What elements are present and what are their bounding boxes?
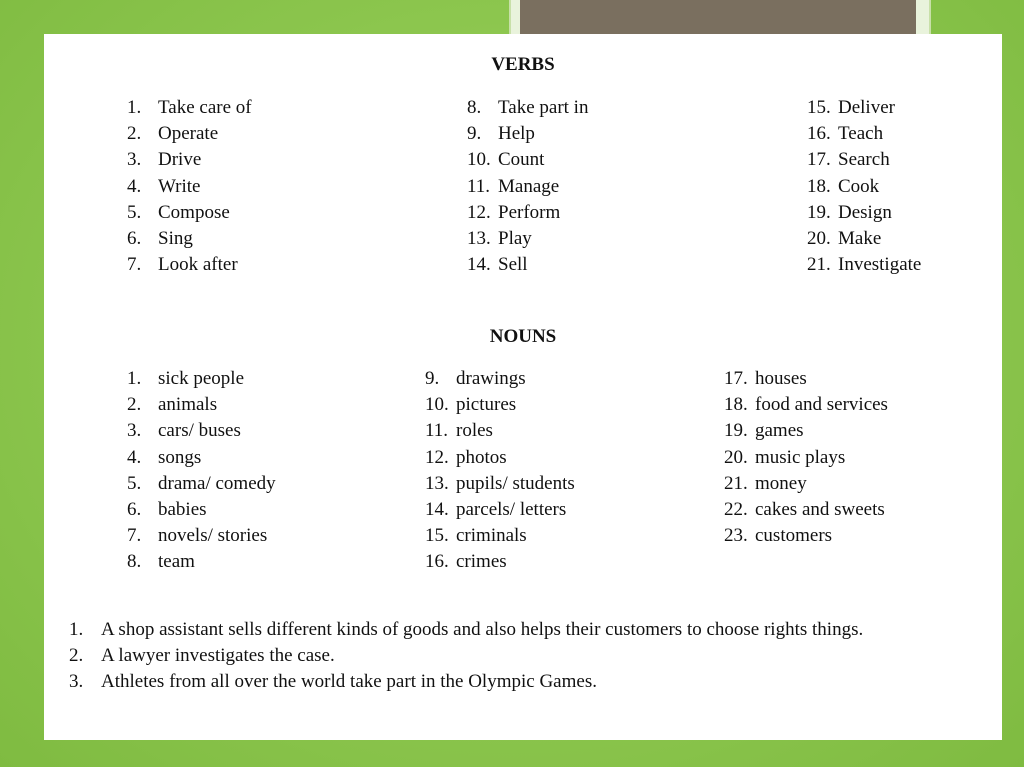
verb-item-number: 6. xyxy=(127,227,142,249)
verb-item xyxy=(127,121,252,147)
verb-item-text: Investigate xyxy=(838,254,922,276)
noun-item xyxy=(425,392,575,418)
noun-item xyxy=(127,471,276,497)
verb-item-text: Take care of xyxy=(158,97,252,118)
noun-item-text: cars/ buses xyxy=(158,420,241,442)
noun-item xyxy=(425,445,575,471)
noun-item xyxy=(425,497,575,523)
noun-item-text: photos xyxy=(456,446,507,468)
noun-item xyxy=(724,392,888,418)
slide-content xyxy=(44,34,1002,740)
verb-item xyxy=(127,200,252,226)
verb-item xyxy=(807,95,921,121)
verb-item xyxy=(807,147,921,173)
noun-item xyxy=(724,471,888,497)
verb-item xyxy=(467,252,588,278)
sentence-item xyxy=(69,617,863,643)
noun-item-text: houses xyxy=(755,368,807,389)
noun-item xyxy=(425,549,575,575)
verbs-column-2 xyxy=(467,95,588,278)
sentence-item-text: A lawyer investigates the case. xyxy=(101,645,335,666)
verb-item-number: 20. xyxy=(807,227,831,249)
verb-item-number: 13. xyxy=(467,227,491,249)
example-sentences xyxy=(69,617,863,695)
noun-item-text: animals xyxy=(158,394,218,416)
noun-item-text: criminals xyxy=(456,525,527,547)
verb-item-number: 8. xyxy=(467,97,482,118)
verb-item-text: Cook xyxy=(838,175,880,197)
noun-item-number: 21. xyxy=(724,472,748,494)
noun-item-number: 14. xyxy=(425,498,449,520)
noun-item-text: pictures xyxy=(456,394,517,416)
noun-item-text: money xyxy=(755,472,807,494)
verb-item-number: 15. xyxy=(807,97,831,118)
nouns-column-3 xyxy=(724,366,888,549)
noun-item-text: parcels/ letters xyxy=(456,498,567,520)
verb-item xyxy=(467,95,588,121)
verb-item-number: 2. xyxy=(127,123,142,145)
noun-item-text: songs xyxy=(158,446,202,468)
noun-item xyxy=(127,418,276,444)
sentence-item-text: Athletes from all over the world take part in the Olympic Games. xyxy=(101,671,597,692)
noun-item-number: 1. xyxy=(127,368,142,389)
noun-item xyxy=(127,366,276,392)
noun-item-number: 16. xyxy=(425,551,449,573)
verb-item-text: Perform xyxy=(498,201,561,223)
noun-item-number: 19. xyxy=(724,420,748,442)
nouns-column-2 xyxy=(425,366,575,576)
verb-item xyxy=(807,174,921,200)
noun-item-number: 2. xyxy=(127,394,142,416)
noun-item-number: 10. xyxy=(425,394,449,416)
noun-item-text: customers xyxy=(755,525,833,547)
noun-item-text: sick people xyxy=(158,368,245,389)
verbs-heading: VERBS xyxy=(491,54,555,75)
verb-item xyxy=(807,226,921,252)
noun-item xyxy=(127,392,276,418)
verb-item-number: 21. xyxy=(807,254,831,276)
sentence-item-number: 1. xyxy=(69,619,84,640)
noun-item-number: 17. xyxy=(724,368,748,389)
noun-item-text: music plays xyxy=(755,446,846,468)
noun-item xyxy=(127,497,276,523)
noun-item-text: games xyxy=(755,420,804,442)
noun-item-number: 15. xyxy=(425,525,449,547)
noun-item-number: 20. xyxy=(724,446,748,468)
verb-item xyxy=(467,121,588,147)
verb-item xyxy=(127,174,252,200)
verb-item-text: Design xyxy=(838,201,892,223)
noun-item-text: babies xyxy=(158,498,207,520)
sentence-item-number: 3. xyxy=(69,671,84,692)
verb-item-number: 18. xyxy=(807,175,831,197)
noun-item-text: drama/ comedy xyxy=(158,472,276,494)
verb-item-text: Write xyxy=(158,175,201,197)
noun-item-number: 23. xyxy=(724,525,748,547)
noun-item xyxy=(127,445,276,471)
noun-item-number: 6. xyxy=(127,498,142,520)
verb-item-number: 7. xyxy=(127,254,142,276)
noun-item-text: crimes xyxy=(456,551,507,573)
nouns-column-1 xyxy=(127,366,276,576)
noun-item xyxy=(425,523,575,549)
noun-item-number: 22. xyxy=(724,498,748,520)
noun-item-number: 13. xyxy=(425,472,449,494)
noun-item-text: roles xyxy=(456,420,493,442)
verb-item-number: 12. xyxy=(467,201,491,223)
verbs-column-1 xyxy=(127,95,252,278)
verb-item xyxy=(127,226,252,252)
verb-item-text: Play xyxy=(498,227,532,249)
verb-item-text: Deliver xyxy=(838,97,895,118)
noun-item-number: 4. xyxy=(127,446,142,468)
sentence-item xyxy=(69,643,863,669)
verb-item-number: 17. xyxy=(807,149,831,171)
verb-item-text: Manage xyxy=(498,175,560,197)
verb-item-text: Operate xyxy=(158,123,219,145)
noun-item-text: novels/ stories xyxy=(158,525,268,547)
sentence-item xyxy=(69,669,863,695)
verb-item-number: 1. xyxy=(127,97,142,118)
verb-item-number: 4. xyxy=(127,175,142,197)
verb-item-number: 9. xyxy=(467,123,482,145)
noun-item-number: 3. xyxy=(127,420,142,442)
verb-item-text: Drive xyxy=(158,149,202,171)
verb-item-text: Search xyxy=(838,149,890,171)
noun-item-number: 12. xyxy=(425,446,449,468)
noun-item xyxy=(724,445,888,471)
noun-item-text: drawings xyxy=(456,368,526,389)
noun-item xyxy=(127,523,276,549)
verb-item-number: 16. xyxy=(807,123,831,145)
verbs-column-3 xyxy=(807,95,921,278)
verb-item xyxy=(807,121,921,147)
verb-item-number: 19. xyxy=(807,201,831,223)
verb-item-text: Take part in xyxy=(498,97,589,118)
noun-item xyxy=(425,471,575,497)
verb-item-number: 5. xyxy=(127,201,142,223)
noun-item-number: 8. xyxy=(127,551,142,573)
noun-item-number: 9. xyxy=(425,368,440,389)
noun-item xyxy=(425,366,575,392)
noun-item-text: pupils/ students xyxy=(456,472,575,494)
noun-item-number: 7. xyxy=(127,525,142,547)
noun-item-number: 18. xyxy=(724,394,748,416)
noun-item-text: cakes and sweets xyxy=(755,498,885,520)
noun-item-number: 5. xyxy=(127,472,142,494)
verb-item xyxy=(807,252,921,278)
verb-item xyxy=(807,200,921,226)
sentence-item-number: 2. xyxy=(69,645,84,666)
title-bar-decoration xyxy=(520,0,916,34)
verb-item-text: Sing xyxy=(158,227,193,249)
verb-item-text: Make xyxy=(838,227,882,249)
noun-item xyxy=(127,549,276,575)
verb-item-text: Compose xyxy=(158,201,230,223)
noun-item-text: team xyxy=(158,551,195,573)
verb-item xyxy=(467,200,588,226)
noun-item-text: food and services xyxy=(755,394,888,416)
verb-item xyxy=(127,147,252,173)
verb-item-number: 14. xyxy=(467,254,491,276)
noun-item xyxy=(724,366,888,392)
verb-item-number: 11. xyxy=(467,175,491,197)
verb-item xyxy=(467,174,588,200)
noun-item xyxy=(724,418,888,444)
verb-item xyxy=(127,95,252,121)
verb-item-number: 10. xyxy=(467,149,491,171)
noun-item-number: 11. xyxy=(425,420,449,442)
sentence-item-text: A shop assistant sells different kinds of goods and also helps their customers to choose rights things. xyxy=(101,619,864,640)
verb-item xyxy=(127,252,252,278)
verb-item-text: Help xyxy=(498,123,535,145)
noun-item xyxy=(425,418,575,444)
verb-item-text: Sell xyxy=(498,254,528,276)
verb-item-number: 3. xyxy=(127,149,142,171)
noun-item xyxy=(724,497,888,523)
verb-item-text: Teach xyxy=(838,123,884,145)
verb-item xyxy=(467,226,588,252)
nouns-heading: NOUNS xyxy=(489,326,557,347)
verb-item-text: Count xyxy=(498,149,545,171)
noun-item xyxy=(724,523,888,549)
verb-item-text: Look after xyxy=(158,254,238,276)
verb-item xyxy=(467,147,588,173)
